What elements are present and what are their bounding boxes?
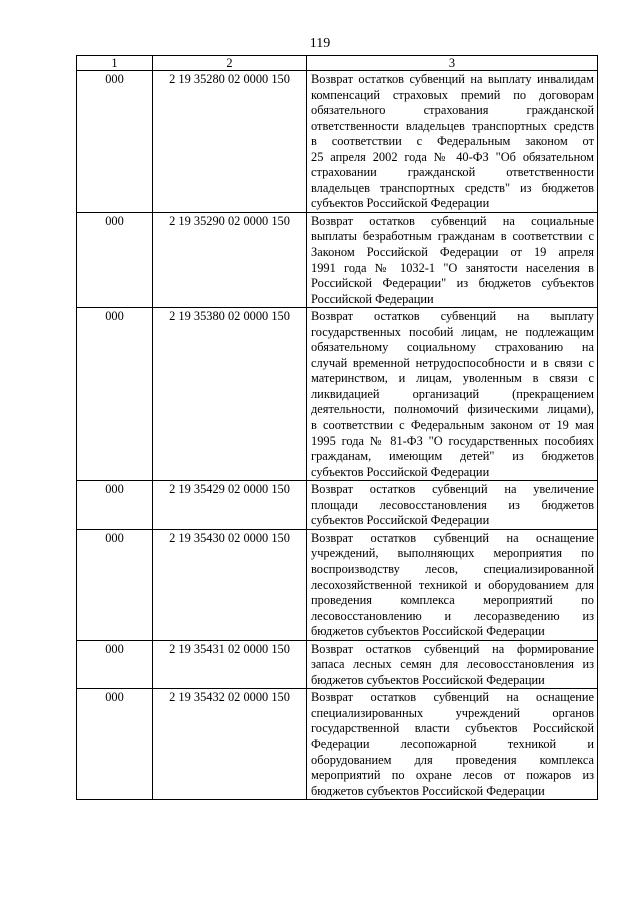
description-line: Возврат остатков субвенций на увеличение <box>311 482 594 497</box>
table-row <box>77 529 598 640</box>
description-line: субъектов Российской Федерации <box>311 196 490 211</box>
description-cell <box>307 640 598 689</box>
description-line: государственных пособий лицам, не подлежащим <box>311 324 594 339</box>
admin-code-cell: 000 <box>77 212 153 307</box>
description-line: ликвидацией организаций (прекращением <box>311 386 594 401</box>
description-line: бюджетов субъектов Российской Федерации <box>311 783 545 798</box>
description-line: государственной власти субъектов Российской <box>311 721 594 736</box>
description-line: деятельности, полномочий физическими лицами), <box>311 402 594 417</box>
description-line: Возврат остатков субвенций на выплату инвалидам <box>311 72 594 86</box>
description-line: Российской Федерации" из бюджетов субъектов <box>311 276 594 291</box>
description-line: бюджетов субъектов Российской Федерации <box>311 624 545 639</box>
admin-code-cell: 000 <box>77 71 153 213</box>
budget-code-cell: 2 19 35290 02 0000 150 <box>153 212 307 307</box>
budget-classification-table <box>76 55 598 800</box>
description-line: бюджетов субъектов Российской Федерации <box>311 672 545 687</box>
description-line: в соответствии с Федеральным законом от 19 мая <box>311 418 594 433</box>
budget-code-cell: 2 19 35280 02 0000 150 <box>153 71 307 213</box>
page-number: 119 <box>309 36 331 51</box>
description-cell <box>307 481 598 530</box>
description-line: ответственности владельцев транспортных средств <box>311 118 594 133</box>
description-cell <box>307 308 598 481</box>
column-header-2: 2 <box>153 56 307 71</box>
description-line: Федерации лесопожарной техникой и <box>311 736 594 751</box>
admin-code-cell: 000 <box>77 308 153 481</box>
table-row <box>77 212 598 307</box>
description-line: Возврат остатков субвенций на социальные <box>311 213 594 228</box>
table-row <box>77 308 598 481</box>
description-line: оборудованием для проведения комплекса <box>311 752 594 767</box>
admin-code-cell: 000 <box>77 529 153 640</box>
table-row <box>77 481 598 530</box>
description-line: Возврат остатков субвенций на оснащение <box>311 690 594 705</box>
budget-code-cell: 2 19 35430 02 0000 150 <box>153 529 307 640</box>
description-line: лесохозяйственной техникой и оборудованием для <box>311 577 594 592</box>
description-line: компенсаций страховых премий по договорам <box>311 87 594 102</box>
description-cell <box>307 529 598 640</box>
description-line: владельцев транспортных средств" из бюджетов <box>311 180 594 195</box>
column-header-3: 3 <box>307 56 598 71</box>
description-line: страховании гражданской ответственности <box>311 165 594 180</box>
budget-code-cell: 2 19 35429 02 0000 150 <box>153 481 307 530</box>
description-line: Возврат остатков субвенций на формирование <box>311 641 594 656</box>
description-line: проведения комплекса мероприятий по <box>311 593 594 608</box>
description-line: воспроизводству лесов, специализированной <box>311 561 594 576</box>
description-line: Российской Федерации <box>311 291 434 306</box>
description-cell <box>307 212 598 307</box>
table-row <box>77 689 598 800</box>
budget-code-cell: 2 19 35432 02 0000 150 <box>153 689 307 800</box>
description-line: 1991 года № 1032-1 "О занятости населения в <box>311 260 594 275</box>
admin-code-cell: 000 <box>77 640 153 689</box>
description-line: обязательного страхования гражданской <box>311 103 594 118</box>
table-row <box>77 640 598 689</box>
description-line: мероприятий по охране лесов от пожаров из <box>311 768 594 783</box>
column-header-1: 1 <box>77 56 153 71</box>
description-line: запаса лесных семян для лесовосстановления из <box>311 657 594 672</box>
description-line: Возврат остатков субвенций на оснащение <box>311 530 594 545</box>
table-row <box>77 71 598 213</box>
description-line: лесовосстановлению и лесоразведению из <box>311 608 594 623</box>
description-line: материнством, и лицам, уволенным в связи с <box>311 371 594 386</box>
description-cell <box>307 71 598 213</box>
description-line: 1995 года № 81-ФЗ "О государственных пособиях <box>311 433 594 448</box>
description-line: учреждений, выполняющих мероприятия по <box>311 546 594 561</box>
description-line: выплаты безработным гражданам в соответствии с <box>311 229 594 244</box>
description-line: субъектов Российской Федерации <box>311 513 490 528</box>
description-line: площади лесовосстановления из бюджетов <box>311 497 594 512</box>
description-line: случай временной нетрудоспособности и в связи с <box>311 355 594 370</box>
description-line: гражданам, имеющим детей" из бюджетов <box>311 449 594 464</box>
description-line: специализированных учреждений органов <box>311 705 594 720</box>
budget-code-cell: 2 19 35380 02 0000 150 <box>153 308 307 481</box>
table-body <box>77 71 598 800</box>
description-line: Законом Российской Федерации от 19 апреля <box>311 245 594 260</box>
admin-code-cell: 000 <box>77 689 153 800</box>
description-cell <box>307 689 598 800</box>
description-line: 25 апреля 2002 года № 40-ФЗ "Об обязательном <box>311 149 594 164</box>
description-line: субъектов Российской Федерации <box>311 464 490 479</box>
table-header-row <box>77 56 598 71</box>
description-line: обязательному социальному страхованию на <box>311 340 594 355</box>
description-line: Возврат остатков субвенций на выплату <box>311 309 594 324</box>
budget-code-cell: 2 19 35431 02 0000 150 <box>153 640 307 689</box>
description-line: в соответствии с Федеральным законом от <box>311 134 594 149</box>
admin-code-cell: 000 <box>77 481 153 530</box>
